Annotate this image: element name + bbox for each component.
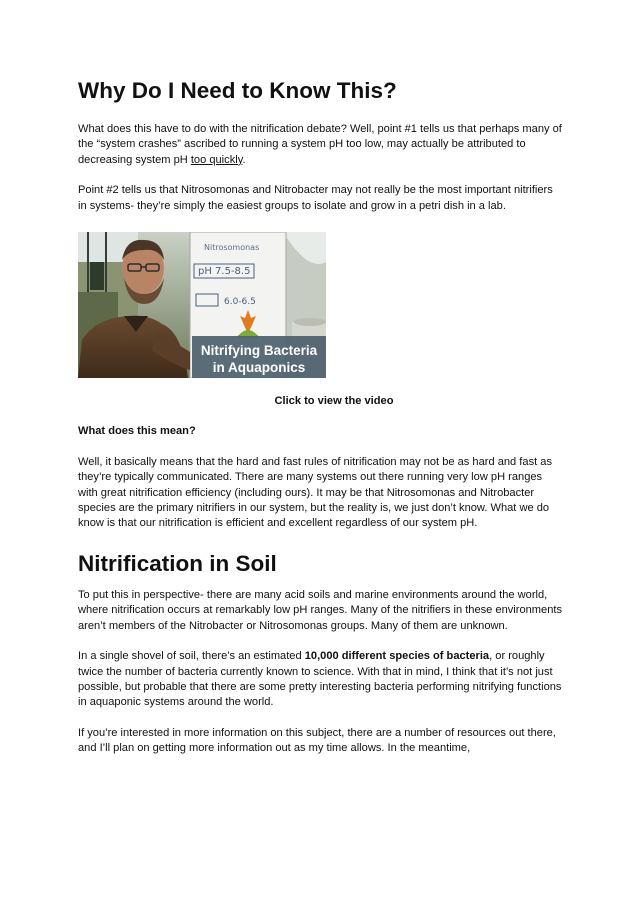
video-thumbnail-image	[78, 232, 326, 378]
paragraph-meaning: Well, it basically means that the hard and fast rules of nitrification may not be as hard and fast as they’re typically communicated. There are many systems out there running very low pH ranges with great nitrification efficiency (including ours). It may be that Nitrosomonas and Nitrobacter species are the primary nitrifiers in our system, but the reality is, we just don’t know. What we do know is that our nitrification is efficient and excellent regardless of our system pH.	[78, 455, 552, 530]
board-text-nitrosomonas: Nitrosomonas	[204, 243, 260, 253]
too-quickly-link[interactable]: too quickly	[190, 153, 243, 166]
section-heading-why: Why Do I Need to Know This?	[78, 78, 397, 103]
paragraph-perspective: To put this in perspective- there are many acid soils and marine environments around the world, where nitrification occurs at remarkably low pH ranges. Many of the nitrifiers in these environments aren’t members of the Nitrobacter or Nitrosomonas groups. Many of them are unknown.	[78, 588, 563, 632]
paragraph-nitrification-debate	[78, 122, 564, 168]
para-soil-end: , or roughly twice the number of bacteria currently known to science. With that in mind, I think that it’s not just possible, but probable that there are some pretty interesting bacteria performing nitrifying functions in aquaponic systems around the world.	[78, 650, 562, 709]
page-content	[78, 76, 564, 757]
section-heading-soil: Nitrification in Soil	[78, 550, 277, 576]
para-soil-text: In a single shovel of soil, there’s an estimated	[78, 650, 305, 663]
para1-end: .	[242, 153, 246, 166]
video-title-line2: in Aquaponics	[212, 360, 306, 376]
board-text-ph-range: pH 7.5-8.5	[198, 266, 251, 278]
paragraph-shovel-of-soil	[78, 649, 564, 711]
para1-text: What does this have to do with the nitrification debate? Well, point #1 tells us that perhaps many of the “system crashes” ascribed to running a system pH too low, may actually be attributed to decreasing system pH	[78, 123, 562, 166]
video-caption-link[interactable]: Click to view the video	[274, 395, 394, 408]
video-thumbnail[interactable]	[78, 232, 326, 378]
board-text-low-ph: 6.0-6.5	[224, 297, 256, 308]
bold-species-count: 10,000 different species of bacteria	[304, 650, 490, 663]
video-title-line1: Nitrifying Bacteria	[200, 343, 318, 359]
paragraph-point-2: Point #2 tells us that Nitrosomonas and Nitrobacter may not really be the most important nitrifiers in systems- they’re simply the easiest groups to isolate and grow in a petri dish in a lab.	[78, 184, 553, 212]
subheading-what-does-this-mean: What does this mean?	[78, 425, 196, 438]
paragraph-more-info: If you’re interested in more information on this subject, there are a number of resources out there, and I’ll plan on getting more information out as my time allows. In the meantime,	[78, 726, 556, 755]
